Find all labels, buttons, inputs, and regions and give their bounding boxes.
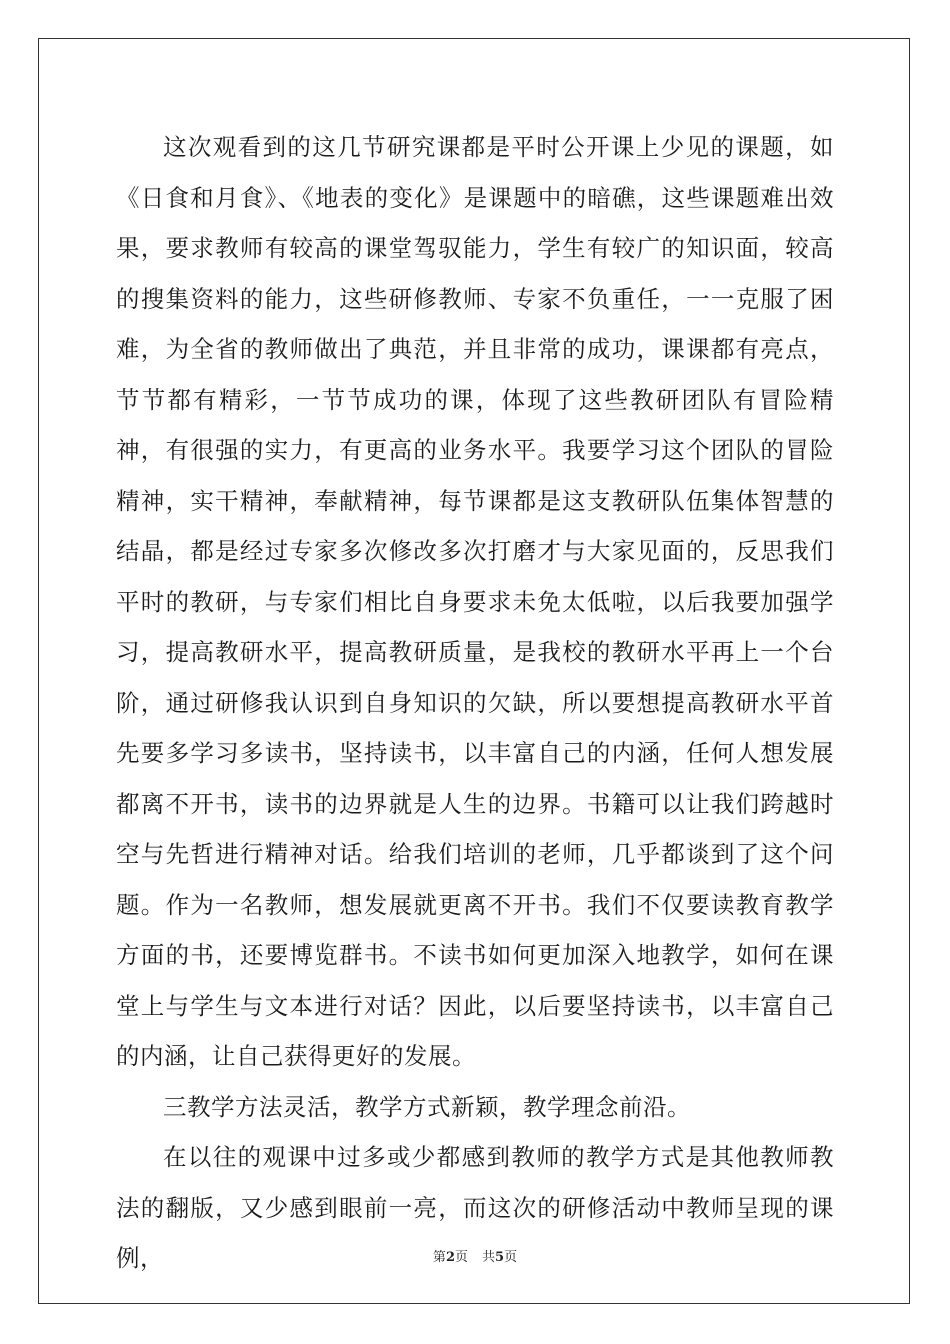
total-pages: 5 bbox=[495, 1250, 505, 1265]
total-suffix: 页 bbox=[504, 1250, 518, 1265]
paragraph-2: 三教学方法灵活，教学方式新颖，教学理念前沿。 bbox=[163, 1092, 691, 1121]
page-prefix: 第 bbox=[432, 1250, 446, 1265]
document-body bbox=[116, 122, 834, 1284]
paragraph-1: 这次观看到的这几节研究课都是平时公开课上少见的课题，如《日食和月食》、《地表的变化》是课题中的暗礁，这些课题难出效果，要求教师有较高的课堂驾驭能力，学生有较广的知识面，较高的搜集资料的能力，这些研修教师、专家不负重任，一一克服了困难，为全省的教师做出了典范，并且非常的成功，课课都有亮点，节节都有精彩，一节节成功的课，体现了这些教研团队有冒险精神，有很强的实力，有更高的业务水平。我要学习这个团队的冒险精神，实干精神，奉献精神，每节课都是这支教研队伍集体智慧的结晶，都是经过专家多次修改多次打磨才与大家见面的，反思我们平时的教研，与专家们相比自身要求未免太低啦，以后我要加强学习，提高教研水平，提高教研质量，是我校的教研水平再上一个台阶，通过研修我认识到自身知识的欠缺，所以要想提高教研水平首先要多学习多读书，坚持读书，以丰富自己的内涵，任何人想发展都离不开书，读书的边界就是人生的边界。书籍可以让我们跨越时空与先哲进行精神对话。给我们培训的老师，几乎都谈到了这个问题。作为一名教师，想发展就更离不开书。我们不仅要读教育教学方面的书，还要博览群书。不读书如何更加深入地教学，如何在课堂上与学生与文本进行对话？因此，以后要坚持读书，以丰富自己的内涵，让自己获得更好的发展。 bbox=[116, 133, 834, 1070]
paragraph-3: 在以往的观课中过多或少都感到教师的教学方式是其他教师教法的翻版，又少感到眼前一亮，而这次的研修活动中教师呈现的课例， bbox=[116, 1143, 834, 1272]
page-footer bbox=[0, 1246, 950, 1265]
page-suffix: 页 bbox=[454, 1250, 468, 1265]
total-prefix: 共 bbox=[482, 1250, 496, 1265]
page-number: 2 bbox=[445, 1250, 455, 1265]
